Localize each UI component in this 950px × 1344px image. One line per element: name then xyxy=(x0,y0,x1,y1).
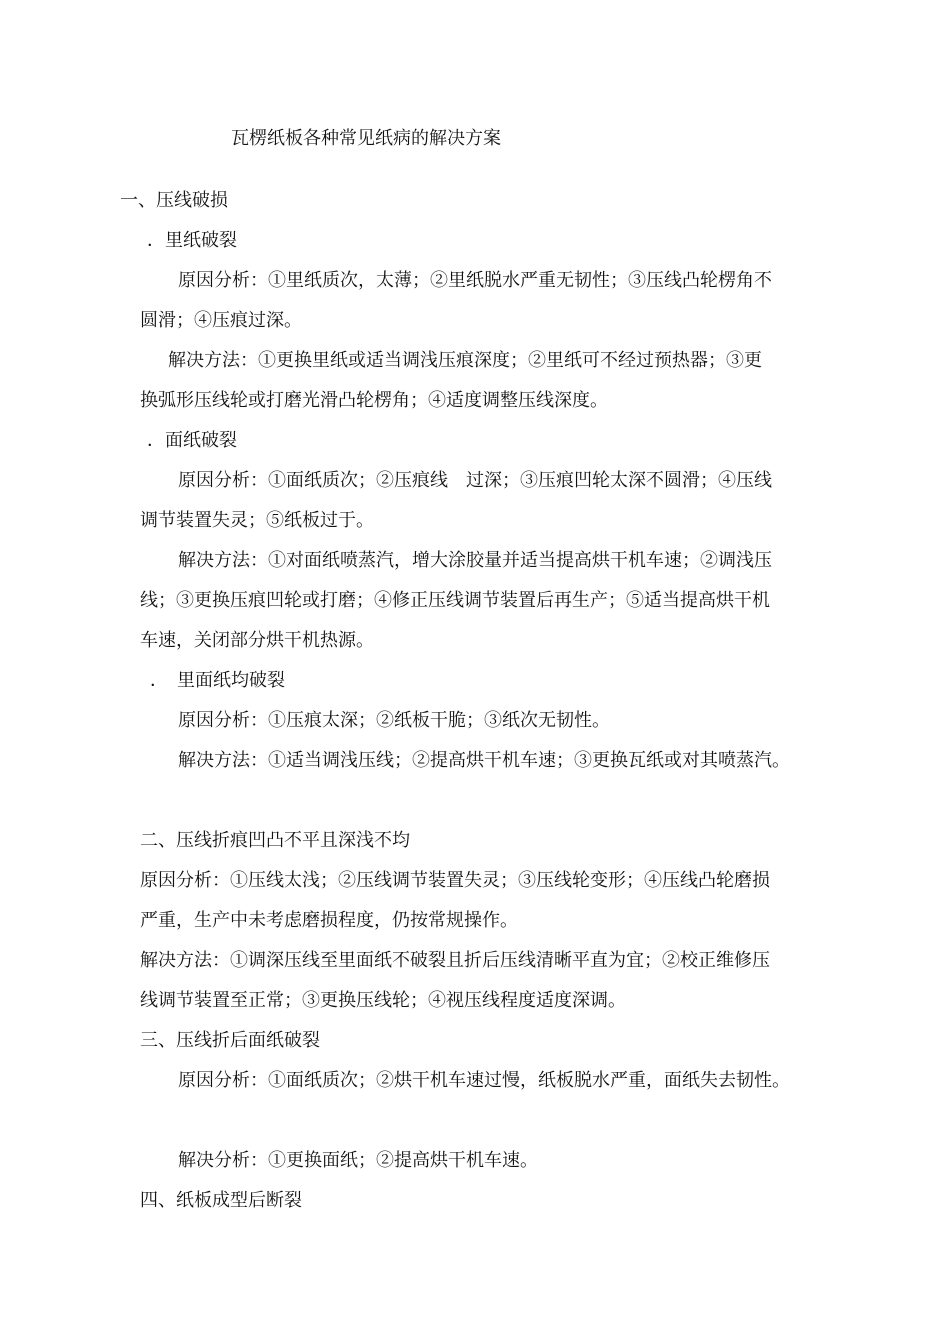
section-heading: 四、纸板成型后断裂 xyxy=(140,1190,302,1211)
paragraph-line: 严重，生产中未考虑磨损程度，仍按常规操作。 xyxy=(140,910,518,931)
paragraph-line: 原因分析：①压痕太深；②纸板干脆；③纸次无韧性。 xyxy=(178,710,610,731)
paragraph-line: 车速，关闭部分烘干机热源。 xyxy=(140,630,374,651)
paragraph-line: 调节装置失灵；⑤纸板过于。 xyxy=(140,510,374,531)
document-title: 瓦楞纸板各种常见纸病的解决方案 xyxy=(231,128,501,149)
paragraph-line: 解决分析：①更换面纸；②提高烘干机车速。 xyxy=(178,1150,538,1171)
section-heading: 二、压线折痕凹凸不平且深浅不均 xyxy=(140,830,410,851)
paragraph-line: 原因分析：①里纸质次，太薄；②里纸脱水严重无韧性；③压线凸轮楞角不 xyxy=(178,270,772,291)
paragraph-line: 原因分析：①压线太浅；②压线调节装置失灵；③压线轮变形；④压线凸轮磨损 xyxy=(140,870,770,891)
section-heading: 一、压线破损 xyxy=(120,190,228,211)
subsection-heading: ．里纸破裂 xyxy=(147,230,237,251)
paragraph-line: 原因分析：①面纸质次；②烘干机车速过慢，纸板脱水严重，面纸失去韧性。 xyxy=(178,1070,790,1091)
paragraph-line: 解决方法：①更换里纸或适当调浅压痕深度；②里纸可不经过预热器；③更 xyxy=(168,350,762,371)
paragraph-line: 解决方法：①调深压线至里面纸不破裂且折后压线清晰平直为宜；②校正维修压 xyxy=(140,950,770,971)
paragraph-line: 线调节装置至正常；③更换压线轮；④视压线程度适度深调。 xyxy=(140,990,626,1011)
section-heading: 三、压线折后面纸破裂 xyxy=(140,1030,320,1051)
subsection-heading: ． 里面纸均破裂 xyxy=(150,670,285,691)
paragraph-line: 原因分析：①面纸质次；②压痕线 过深；③压痕凹轮太深不圆滑；④压线 xyxy=(178,470,772,491)
paragraph-line: 线；③更换压痕凹轮或打磨；④修正压线调节装置后再生产；⑤适当提高烘干机 xyxy=(140,590,770,611)
paragraph-line: 圆滑；④压痕过深。 xyxy=(140,310,302,331)
paragraph-line: 解决方法：①对面纸喷蒸汽，增大涂胶量并适当提高烘干机车速；②调浅压 xyxy=(178,550,772,571)
paragraph-line: 解决方法：①适当调浅压线；②提高烘干机车速；③更换瓦纸或对其喷蒸汽。 xyxy=(178,750,790,771)
paragraph-line: 换弧形压线轮或打磨光滑凸轮楞角；④适度调整压线深度。 xyxy=(140,390,608,411)
subsection-heading: ．面纸破裂 xyxy=(147,430,237,451)
